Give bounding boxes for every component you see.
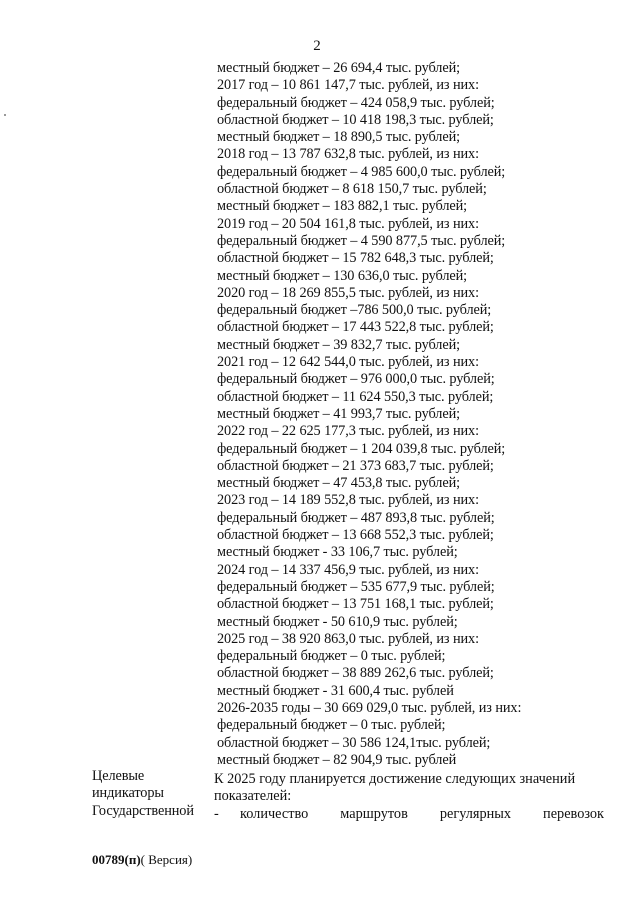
funding-line: 2017 год – 10 861 147,7 тыс. рублей, из них: (217, 77, 479, 94)
funding-line: 2021 год – 12 642 544,0 тыс. рублей, из них: (217, 354, 479, 371)
funding-line: местный бюджет - 31 600,4 тыс. рублей (217, 682, 454, 699)
funding-line: федеральный бюджет – 0 тыс. рублей; (217, 717, 446, 734)
footer-version: ( Версия) (140, 852, 193, 867)
bullet-word: регулярных (439, 805, 512, 822)
funding-line: областной бюджет – 30 586 124,1тыс. рублей; (217, 734, 491, 751)
funding-line: областной бюджет – 13 668 552,3 тыс. рублей; (217, 527, 494, 544)
row-label-line: Государственной (92, 802, 194, 819)
bullet-word: маршрутов (340, 805, 408, 822)
footer-code: 00789(п) (92, 852, 141, 867)
funding-line: 2018 год – 13 787 632,8 тыс. рублей, из них: (217, 146, 479, 163)
funding-line: 2022 год – 22 625 177,3 тыс. рублей, из них: (217, 423, 479, 440)
funding-line: местный бюджет – 183 882,1 тыс. рублей; (217, 198, 468, 215)
funding-line: федеральный бюджет – 0 тыс. рублей; (217, 648, 446, 665)
indicator-bullet (214, 806, 604, 823)
funding-line: 2025 год – 38 920 863,0 тыс. рублей, из них: (217, 630, 479, 647)
row-label-line: Целевые (92, 768, 145, 784)
funding-line: областной бюджет – 10 418 198,3 тыс. рублей; (217, 111, 494, 128)
page-number: 2 (313, 38, 321, 54)
row-label-target-indicators (92, 768, 212, 820)
funding-line: местный бюджет – 39 832,7 тыс. рублей; (217, 336, 461, 353)
funding-line: 2023 год – 14 189 552,8 тыс. рублей, из них: (217, 492, 479, 509)
bullet-word: количество (240, 805, 309, 822)
funding-breakdown (217, 60, 617, 769)
funding-line: 2024 год – 14 337 456,9 тыс. рублей, из них: (217, 561, 479, 578)
funding-line: местный бюджет – 82 904,9 тыс. рублей (217, 751, 457, 768)
funding-line: местный бюджет – 18 890,5 тыс. рублей; (217, 129, 461, 146)
row-label-line: индикаторы (92, 785, 164, 802)
funding-line: местный бюджет – 41 993,7 тыс. рублей; (217, 405, 461, 422)
funding-line: федеральный бюджет – 1 204 039,8 тыс. рублей; (217, 440, 506, 457)
funding-line: областной бюджет – 11 624 550,3 тыс. рублей; (217, 388, 494, 405)
bullet-dash: - (214, 805, 219, 822)
bullet-word: перевозок (543, 805, 604, 822)
funding-line: 2020 год – 18 269 855,5 тыс. рублей, из них: (217, 284, 479, 301)
funding-line: областной бюджет – 21 373 683,7 тыс. рублей; (217, 457, 494, 474)
funding-line: 2026-2035 годы – 30 669 029,0 тыс. рублей, из них: (217, 699, 522, 716)
indicators-intro: К 2025 году планируется достижение следующих значений показателей: (214, 771, 576, 805)
funding-line: местный бюджет - 33 106,7 тыс. рублей; (217, 544, 458, 561)
funding-line: федеральный бюджет – 487 893,8 тыс. рублей; (217, 509, 495, 526)
bullet-text (240, 806, 604, 823)
funding-line: местный бюджет – 47 453,8 тыс. рублей; (217, 475, 461, 492)
funding-line: федеральный бюджет –786 500,0 тыс. рублей; (217, 302, 492, 319)
funding-line: местный бюджет – 26 694,4 тыс. рублей; (217, 60, 461, 76)
funding-line: местный бюджет - 50 610,9 тыс. рублей; (217, 613, 458, 630)
funding-line: областной бюджет – 13 751 168,1 тыс. рублей; (217, 596, 494, 613)
document-footer (92, 852, 192, 868)
funding-line: областной бюджет – 17 443 522,8 тыс. рублей; (217, 319, 494, 336)
funding-line: федеральный бюджет – 535 677,9 тыс. рублей; (217, 578, 495, 595)
funding-line: федеральный бюджет – 4 590 877,5 тыс. рублей; (217, 232, 506, 249)
funding-line: федеральный бюджет – 424 058,9 тыс. рублей; (217, 94, 495, 111)
funding-line: федеральный бюджет – 4 985 600,0 тыс. рублей; (217, 163, 506, 180)
funding-line: областной бюджет – 38 889 262,6 тыс. рублей; (217, 665, 494, 682)
funding-line: областной бюджет – 15 782 648,3 тыс. рублей; (217, 250, 494, 267)
target-indicators-text (214, 771, 604, 823)
funding-line: местный бюджет – 130 636,0 тыс. рублей; (217, 267, 468, 284)
funding-line: областной бюджет – 8 618 150,7 тыс. рублей; (217, 181, 487, 198)
funding-line: федеральный бюджет – 976 000,0 тыс. рублей; (217, 371, 495, 388)
funding-line: 2019 год – 20 504 161,8 тыс. рублей, из них: (217, 215, 479, 232)
margin-dot (4, 114, 6, 116)
